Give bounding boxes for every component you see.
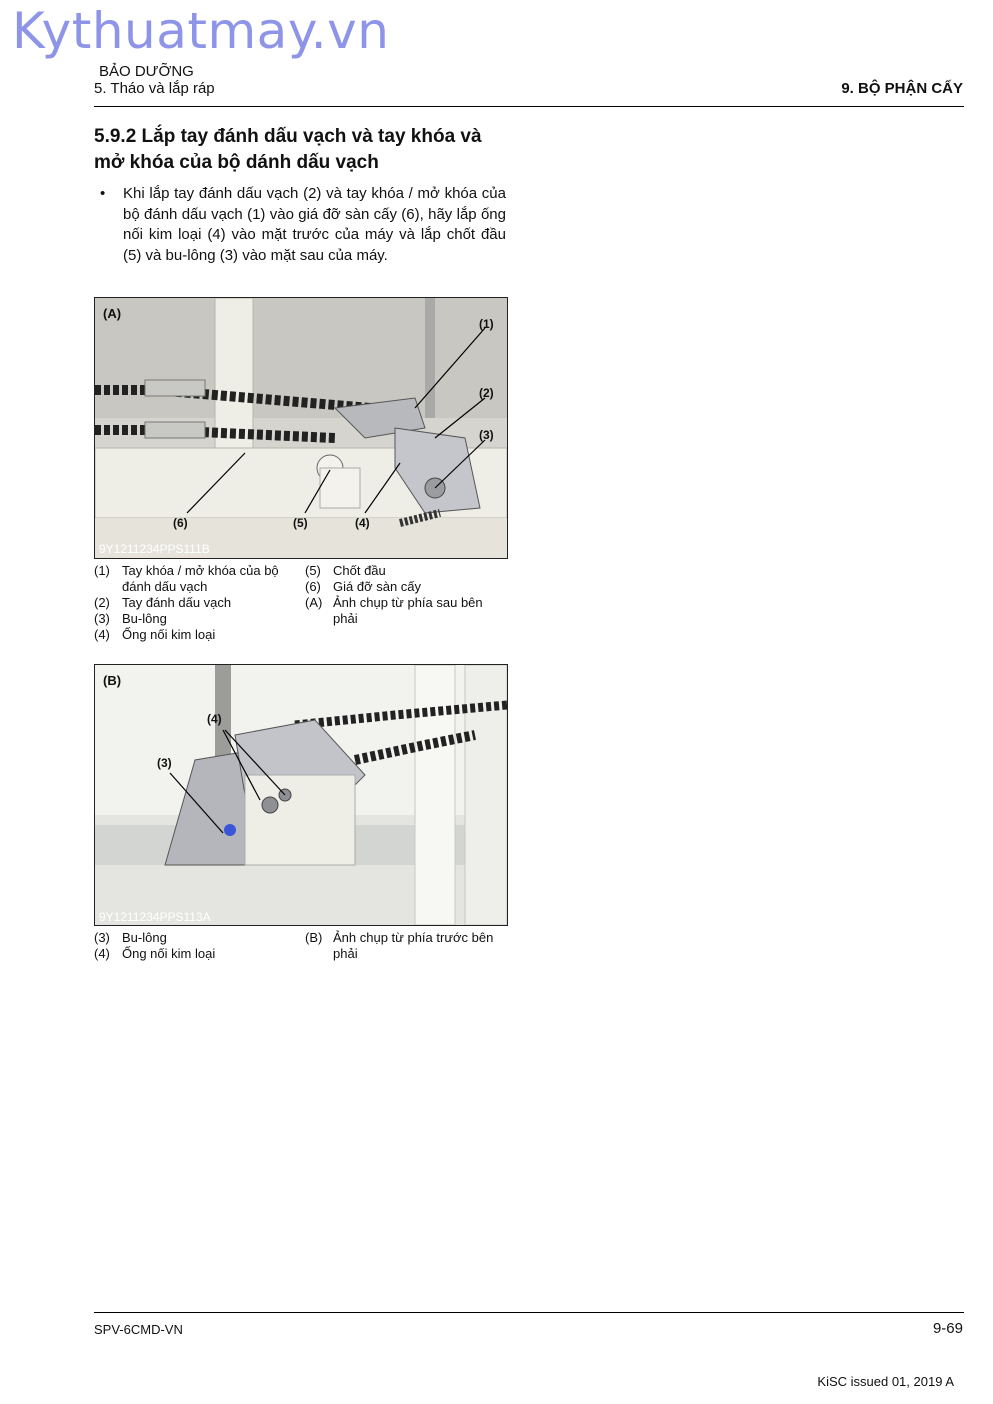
legend-num: (4) [94, 627, 110, 642]
figure-b-view-label: (B) [103, 673, 122, 688]
callout-3: (3) [157, 756, 172, 770]
legend-item [94, 563, 292, 595]
legend-text: Bu-lông [122, 930, 167, 945]
callout-1: (1) [479, 317, 494, 331]
footer-page-number: 9-69 [932, 1320, 963, 1337]
legend-text: Giá đỡ sàn cấy [333, 579, 422, 594]
legend-num: (3) [94, 611, 110, 626]
callout-6: (6) [173, 516, 188, 530]
footer-rule [94, 1312, 964, 1313]
legend-item [305, 595, 503, 627]
legend-num: (5) [305, 563, 321, 578]
header-section: BẢO DƯỠNG [99, 63, 194, 80]
legend-text: Ảnh chụp từ phía trước bên phải [333, 930, 494, 961]
header-chapter: 9. BỘ PHẬN CẤY [841, 80, 963, 97]
legend-num: (1) [94, 563, 110, 578]
legend-item [94, 611, 292, 627]
header-subsection: 5. Tháo và lắp ráp [94, 80, 215, 97]
legend-item [94, 595, 292, 611]
legend-text: Ống nối kim loại [122, 627, 216, 642]
legend-text: Chốt đầu [333, 563, 386, 578]
legend-num: (4) [94, 946, 110, 961]
legend-text: Ống nối kim loại [122, 946, 216, 961]
legend-num: (2) [94, 595, 110, 610]
figure-a-illustration [95, 298, 507, 558]
callout-5: (5) [293, 516, 308, 530]
figure-b-illustration [95, 665, 507, 925]
footer-doc-code: SPV-6CMD-VN [94, 1322, 183, 1337]
figure-a-legend-left [94, 563, 292, 643]
legend-item [305, 563, 503, 579]
header-rule [94, 106, 964, 107]
figure-b-image-code: 9Y1211234PPS113A [99, 910, 211, 924]
figure-a-legend-right [305, 563, 503, 627]
legend-item [305, 930, 503, 962]
section-heading: 5.9.2 Lắp tay đánh dấu vạch và tay khóa và mở khóa của bộ dánh dấu vạch [94, 126, 482, 173]
figure-b-photo [94, 664, 508, 926]
callout-3: (3) [479, 428, 494, 442]
legend-num: (B) [305, 930, 323, 945]
legend-num: (6) [305, 579, 321, 594]
callout-4: (4) [207, 712, 222, 726]
legend-num: (A) [305, 595, 323, 610]
legend-num: (3) [94, 930, 110, 945]
figure-a-photo [94, 297, 508, 559]
legend-item [94, 946, 292, 962]
bullet-mark: • [100, 185, 106, 202]
legend-text: Bu-lông [122, 611, 167, 626]
figure-a-image-code: 9Y1211234PPS111B [99, 542, 210, 556]
legend-text: Ảnh chụp từ phía sau bên phải [333, 595, 483, 626]
legend-item [94, 627, 292, 643]
callout-2: (2) [479, 386, 494, 400]
callout-4: (4) [355, 516, 370, 530]
figure-b-legend-right [305, 930, 503, 962]
figure-a-view-label: (A) [103, 306, 122, 321]
legend-text: Tay đánh dấu vạch [122, 595, 232, 610]
figure-b-legend-left [94, 930, 292, 962]
footer-issued: KiSC issued 01, 2019 A [817, 1374, 954, 1389]
watermark: Kythuatmay.vn [12, 2, 390, 60]
legend-text: Tay khóa / mở khóa của bộ đánh dấu vạch [122, 563, 279, 594]
legend-item [94, 930, 292, 946]
legend-item [305, 579, 503, 595]
instruction-text: Khi lắp tay đánh dấu vạch (2) và tay khóa / mở khóa của bộ đánh dấu vạch (1) vào giá đỡ sàn cấy (6), hãy lắp ống nối kim loại (4) vào mặt trước của máy và lắp chốt đầu (5) và bu-lông (3) vào mặt sau của máy. [123, 185, 506, 264]
